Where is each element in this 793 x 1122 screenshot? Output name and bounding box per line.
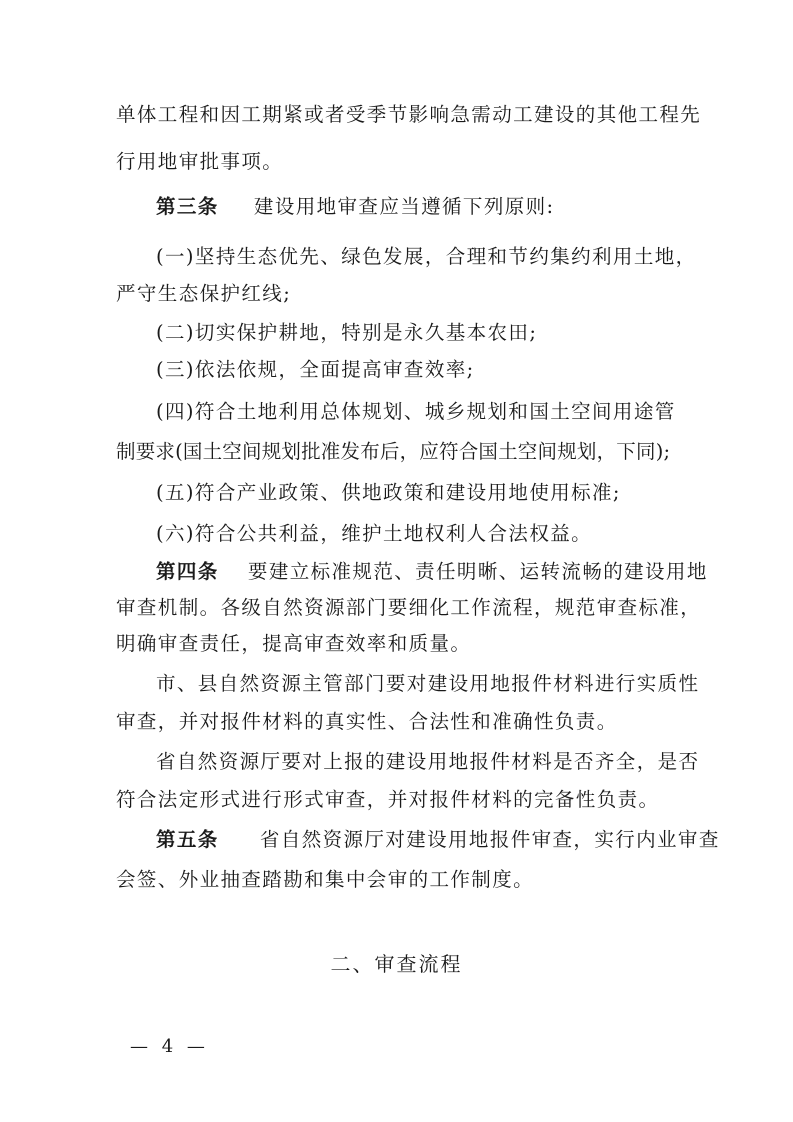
page-number: — 4 — [130, 1036, 209, 1057]
list-item-1: (一)坚持生态优先、绿色发展，合理和节约集约利用土地， [156, 245, 697, 268]
list-item-5: (五)符合产业政策、供地政策和建设用地使用标准; [156, 481, 621, 504]
paragraph-line: 审查，并对报件材料的真实性、合法性和准确性负责。 [116, 710, 618, 733]
list-item-1-cont: 严守生态保护红线; [116, 282, 292, 305]
list-item-4: (四)符合土地利用总体规划、城乡规划和国土空间用途管 [156, 400, 676, 423]
list-item-2: (二)切实保护耕地，特别是永久基本农田; [156, 321, 538, 344]
paragraph-line: 明确审查责任，提高审查效率和质量。 [116, 632, 472, 655]
paragraph-line: 审查机制。各级自然资源部门要细化工作流程，规范审查标准， [116, 596, 702, 619]
article-3-title: 第三条 [156, 195, 219, 218]
list-item-4-cont: 制要求(国土空间规划批准发布后，应符合国土空间规划，下同); [116, 440, 671, 463]
section-heading: 二、审查流程 [330, 952, 463, 976]
article-5-line [156, 826, 720, 854]
paragraph-line: 行用地审批事项。 [116, 150, 284, 173]
paragraph-line: 单体工程和因工期紧或者受季节影响急需动工建设的其他工程先 [116, 103, 702, 126]
article-3-text: 建设用地审查应当遵循下列原则: [253, 195, 555, 218]
article-3-line [156, 193, 716, 221]
list-item-6: (六)符合公共利益，维护土地权利人合法权益。 [156, 522, 593, 545]
article-5-text: 省自然资源厅对建设用地报件审查，实行内业审查 [259, 828, 720, 851]
paragraph-line: 符合法定形式进行形式审查，并对报件材料的完备性负责。 [116, 788, 660, 811]
article-4-text: 要建立标准规范、责任明晰、运转流畅的建设用地 [247, 560, 708, 583]
paragraph-line: 省自然资源厅要对上报的建设用地报件材料是否齐全，是否 [156, 750, 700, 773]
article-4-title: 第四条 [156, 560, 219, 583]
article-5-title: 第五条 [156, 828, 219, 851]
article-4-line [156, 558, 716, 586]
paragraph-line: 会签、外业抽查踏勘和集中会审的工作制度。 [116, 868, 535, 891]
paragraph-line: 市、县自然资源主管部门要对建设用地报件材料进行实质性 [156, 672, 700, 695]
list-item-3: (三)依法依规，全面提高审查效率; [156, 358, 475, 381]
